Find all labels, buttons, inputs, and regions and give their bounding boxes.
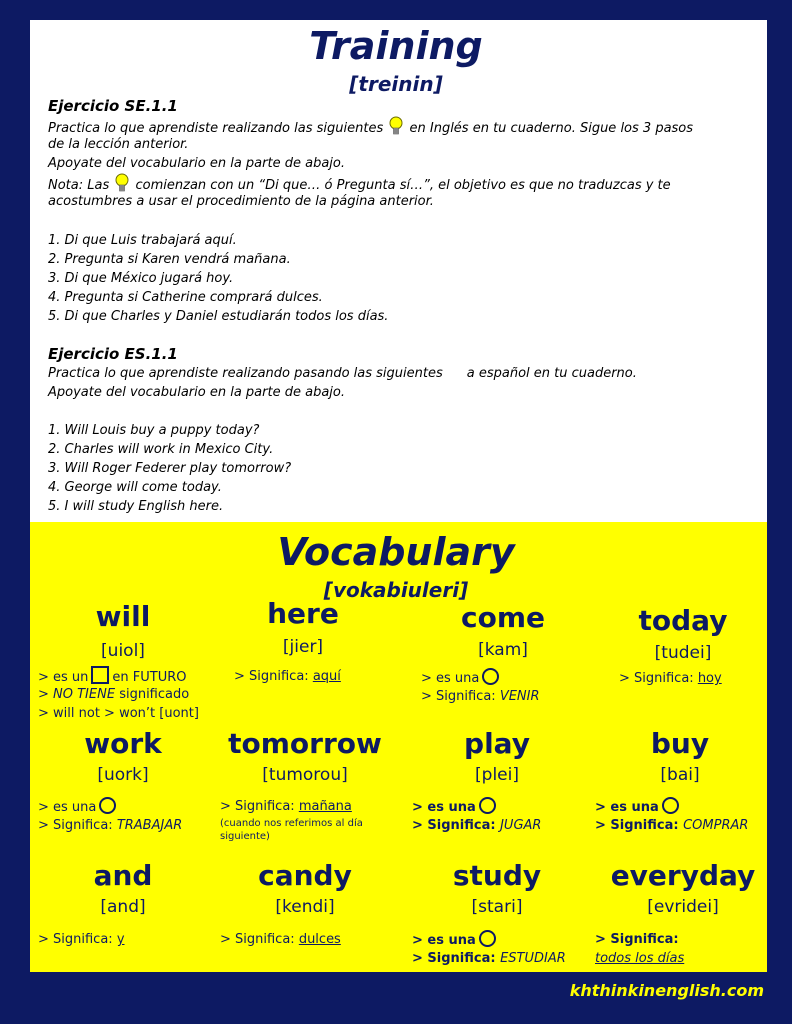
- exercise-1-line-1: Practica lo que aprendiste realizando las siguientes en Inglés en tu cuaderno. Sigue los 3 pasos: [48, 116, 693, 138]
- vocab-note-buy-1: > es una: [595, 797, 679, 817]
- vocab-phonetic-work: [uork]: [97, 765, 149, 785]
- vocab-note-everyday-1: > Significa:: [595, 932, 679, 947]
- vocab-word-here: here: [267, 597, 339, 630]
- vocab-note-here: > Significa: aquí: [234, 669, 341, 684]
- vocab-note-everyday-2: todos los días: [595, 951, 685, 966]
- exercise-1-item: 3. Di que México jugará hoy.: [48, 271, 234, 286]
- vocab-word-play: play: [464, 727, 530, 760]
- exercise-1-item: 5. Di que Charles y Daniel estudiarán todos los días.: [48, 309, 389, 324]
- vocab-note-candy: > Significa: dulces: [220, 932, 341, 947]
- exercise-1-item: 1. Di que Luis trabajará aquí.: [48, 233, 237, 248]
- vocab-note-come-1: > es una: [421, 668, 499, 688]
- lightbulb-icon: [389, 116, 403, 136]
- vocab-note-play-2: > Significa: JUGAR: [412, 818, 542, 833]
- vocab-word-study: study: [452, 859, 542, 892]
- vocab-word-will: will: [95, 600, 151, 633]
- vocab-phonetic-study: [stari]: [471, 897, 523, 917]
- vocab-word-everyday: everyday: [610, 859, 756, 892]
- vocab-note-study-2: > Significa: ESTUDIAR: [412, 951, 566, 966]
- vocab-note-play-1: > es una: [412, 797, 496, 817]
- vocab-word-come: come: [461, 601, 545, 634]
- exercise-2-line-1: Practica lo que aprendiste realizando pasando las siguientes a español en tu cuaderno.: [48, 366, 637, 381]
- training-phonetic: [treinin]: [349, 72, 443, 96]
- vocab-note-buy-2: > Significa: COMPRAR: [595, 818, 749, 833]
- vocab-word-tomorrow: tomorrow: [228, 727, 382, 760]
- exercise-1-line-3: Apoyate del vocabulario en la parte de abajo.: [48, 156, 345, 171]
- square-shape-icon: [91, 666, 109, 684]
- exercise-2-heading: Ejercicio ES.1.1: [48, 345, 178, 363]
- exercise-1-line-5: acostumbres a usar el procedimiento de la página anterior.: [48, 194, 434, 209]
- vocab-note-will-2: > NO TIENE significado: [38, 687, 190, 702]
- vocab-word-today: today: [638, 604, 728, 637]
- vocab-note-and: > Significa: y: [38, 932, 125, 947]
- vocab-note-will-1: > es un en FUTURO: [38, 666, 187, 687]
- vocab-note-work-2: > Significa: TRABAJAR: [38, 818, 183, 833]
- exercise-2-item: 5. I will study English here.: [48, 499, 224, 514]
- vocab-phonetic-will: [uiol]: [101, 641, 145, 661]
- exercise-2-item: 1. Will Louis buy a puppy today?: [48, 423, 260, 438]
- exercise-2-line-2: Apoyate del vocabulario en la parte de abajo.: [48, 385, 345, 400]
- vocab-phonetic-come: [kam]: [478, 640, 528, 660]
- vocabulary-title: Vocabulary: [277, 530, 515, 574]
- circle-shape-icon: [482, 668, 499, 685]
- circle-shape-icon: [662, 797, 679, 814]
- vocab-phonetic-here: [jier]: [282, 637, 324, 657]
- vocab-note-come-2: > Significa: VENIR: [421, 689, 540, 704]
- website-url[interactable]: khthinkinenglish.com: [569, 981, 764, 1000]
- vocab-phonetic-candy: [kendi]: [275, 897, 335, 917]
- vocab-phonetic-everyday: [evridei]: [647, 897, 719, 917]
- vocab-phonetic-and: [and]: [100, 897, 146, 917]
- lightbulb-icon: [115, 173, 129, 193]
- vocab-word-candy: candy: [258, 859, 352, 892]
- vocabulary-phonetic: [vokabiuleri]: [323, 578, 469, 602]
- exercise-2-item: 4. George will come today.: [48, 480, 222, 495]
- exercise-2-item: 2. Charles will work in Mexico City.: [48, 442, 274, 457]
- vocab-word-and: and: [93, 859, 153, 892]
- vocab-note-work-1: > es una: [38, 797, 116, 817]
- exercise-1-heading: Ejercicio SE.1.1: [48, 97, 178, 115]
- exercise-1-item: 2. Pregunta si Karen vendrá mañana.: [48, 252, 291, 267]
- exercise-1-line-2: de la lección anterior.: [48, 137, 189, 152]
- exercise-1-line-4: Nota: Las comienzan con un “Di que… ó Pregunta sí…”, el objetivo es que no traduzcas y te: [48, 173, 671, 195]
- circle-shape-icon: [479, 797, 496, 814]
- exercise-2-item: 3. Will Roger Federer play tomorrow?: [48, 461, 292, 476]
- vocab-note-tomorrow: > Significa: mañana: [220, 799, 352, 814]
- training-title: Training: [309, 24, 483, 68]
- vocab-note-will-3: > will not > won’t [uont]: [38, 706, 199, 721]
- vocab-phonetic-buy: [bai]: [660, 765, 700, 785]
- vocab-note-tomorrow-detail: (cuando nos referimos al día siguiente): [220, 818, 363, 842]
- vocab-note-today: > Significa: hoy: [619, 671, 722, 686]
- vocab-note-study-1: > es una: [412, 930, 496, 950]
- vocab-word-buy: buy: [650, 727, 710, 760]
- exercise-1-item: 4. Pregunta si Catherine comprará dulces.: [48, 290, 323, 305]
- circle-shape-icon: [99, 797, 116, 814]
- vocab-phonetic-tomorrow: [tumorou]: [262, 765, 348, 785]
- vocab-phonetic-play: [plei]: [475, 765, 519, 785]
- vocab-phonetic-today: [tudei]: [654, 643, 712, 663]
- circle-shape-icon: [479, 930, 496, 947]
- vocab-word-work: work: [84, 727, 162, 760]
